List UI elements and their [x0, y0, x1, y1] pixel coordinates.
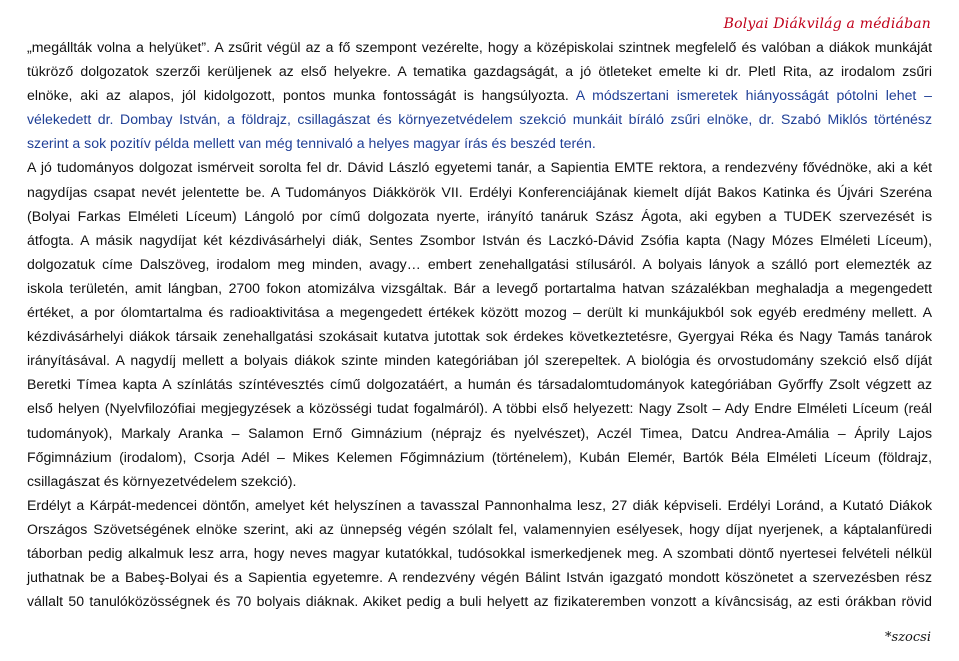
author-signature: *szocsi [885, 630, 931, 645]
text-line: szerint a sok pozitív példa mellett van még tennivaló a helyes magyar írás és beszéd terén. [27, 135, 596, 152]
text-line: iskola területén, amit lángban, 2700 fokon atomizálva vizsgáltak. Bár a levegő portartalma hatvan százalékban meghaladja a megengedett [27, 279, 932, 296]
text-line: átfogta. A másik nagydíjat két kézdivásárhelyi diák, Sentes Zsombor István és Laczkó-Dávid Zsófia kapta (Nagy Mózes Elméleti Líceum), [27, 231, 932, 248]
text-line: juthatnak be a Babeş-Bolyai és a Sapientia egyetemre. A rendezvény végén Bálint István igazgató mondott köszönetet a szervezésben rész [27, 569, 932, 586]
text-line: irányításával. A nagydíj mellett a bolyais diákok szinte minden kategóriában jól szerepeltek. A biológia és orvostudomány szekció első díját [27, 352, 932, 369]
text-line: nagydíjas csapat nevét jelentette be. A Tudományos Diákkörök VII. Erdélyi Konferenciájának kiemelt díját Bakos Katinka és Újvári Szeréna [27, 183, 932, 200]
text-line: Országos Szövetségének elnöke szerint, aki az ünnepség végén szólalt fel, valamennyien esélyesek, hogy díjat nyerjenek, a káptalanfüredi [27, 520, 932, 537]
text-line: (Bolyai Farkas Elméleti Líceum) Lángoló por című dolgozata nyerte, irányító tanáruk Szász Ágota, aki egyben a TUDEK szervezését is [27, 207, 932, 224]
text-line: vélekedett dr. Dombay István, a földrajz, csillagászat és környezetvédelem szekció munkáit bíráló zsűri elnöke, dr. Szabó Miklós történész [27, 111, 932, 128]
text-line: dolgozatuk címe Dalszöveg, irodalom meg minden, avagy… embert zenehallgatási stílusáról. A bolyais lányok a szálló port elemezték az [27, 255, 932, 272]
text-line: elnöke, aki az alapos, jól kidolgozott, pontos munka fontosságát is hangsúlyozta. A módszertani ismeretek hiányosságát pótolni lehet – [27, 87, 932, 104]
text-line: A jó tudományos dolgozat ismérveit sorolta fel dr. Dávid László egyetemi tanár, a Sapientia EMTE rektora, a rendezvény fővédnöke, aki a két [27, 159, 932, 176]
text-line: első helyen (Nyelvfilozófiai megjegyzések a közösségi tudat fogalmáról). A többi első helyezett: Nagy Zsolt – Ady Endre Elméleti Líceum (reál [27, 400, 932, 417]
text-line: tudományok), Markaly Aranka – Salamon Ernő Gimnázium (néprajz és nyelvészet), Aczél Timea, Datcu Andrea-Amália – Áprily Lajos [27, 424, 932, 441]
text-line: vállalt 50 tanulóközösségnek és 70 bolyais diáknak. Akiket pedig a buli helyett az fizikateremben vonzott a kívâncsiság, az esti órákban rövid [27, 593, 932, 610]
text-line: Beretki Tímea kapta A színlátás színtévesztés című dolgozatáért, a humán és társadalomtudományok kategóriában Győrffy Zsolt végzett az [27, 376, 932, 393]
text-line: tükröző dolgozatok szerzői kerüljenek az első helyekre. A tematika gazdagságát, a jó ötleteket emelte ki dr. Pletl Rita, az irodalom zsűri [27, 63, 932, 80]
text-line: táborban pedig alkalmuk lesz arra, hogy neves magyar kutatókkal, tudósokkal ismerkedjenek meg. A szombati döntő nyertesei felvételi nélkül [27, 544, 932, 561]
text-line: csillagászat és környezetvédelem szekció). [27, 472, 297, 489]
article-body [27, 35, 932, 613]
text-line: Főgimnázium (irodalom), Csorja Adél – Mikes Kelemen Főgimnázium (történelem), Kubán Elemér, Bartók Béla Elméleti Líceum (földrajz, [27, 448, 932, 465]
text-line: Erdélyt a Kárpát-medencei döntőn, amelyet két helyszínen a tavasszal Pannonhalma lesz, 27 diák képviseli. Erdélyi Loránd, a Kutató Diákok [27, 496, 932, 513]
text-line: „megállták volna a helyüket”. A zsűrit végül az a fő szempont vezérelte, hogy a középiskolai szintnek megfelelő és valóban a diákok munkáját [27, 39, 932, 55]
page-header-title: Bolyai Diákvilág a médiában [723, 16, 931, 32]
text-line: értéket, a por ólomtartalma és radioaktivitása a megengedett értékek között mozog – derült ki munkájukból sok egyéb eredmény mellett. A [27, 304, 932, 321]
text-line: kézdivásárhelyi diákok társaik zenehallgatási szokásait kutatva jutottak sok érdekes következtetésre, Gyergyai Réka és Nagy Tamás tanárok [27, 328, 932, 345]
